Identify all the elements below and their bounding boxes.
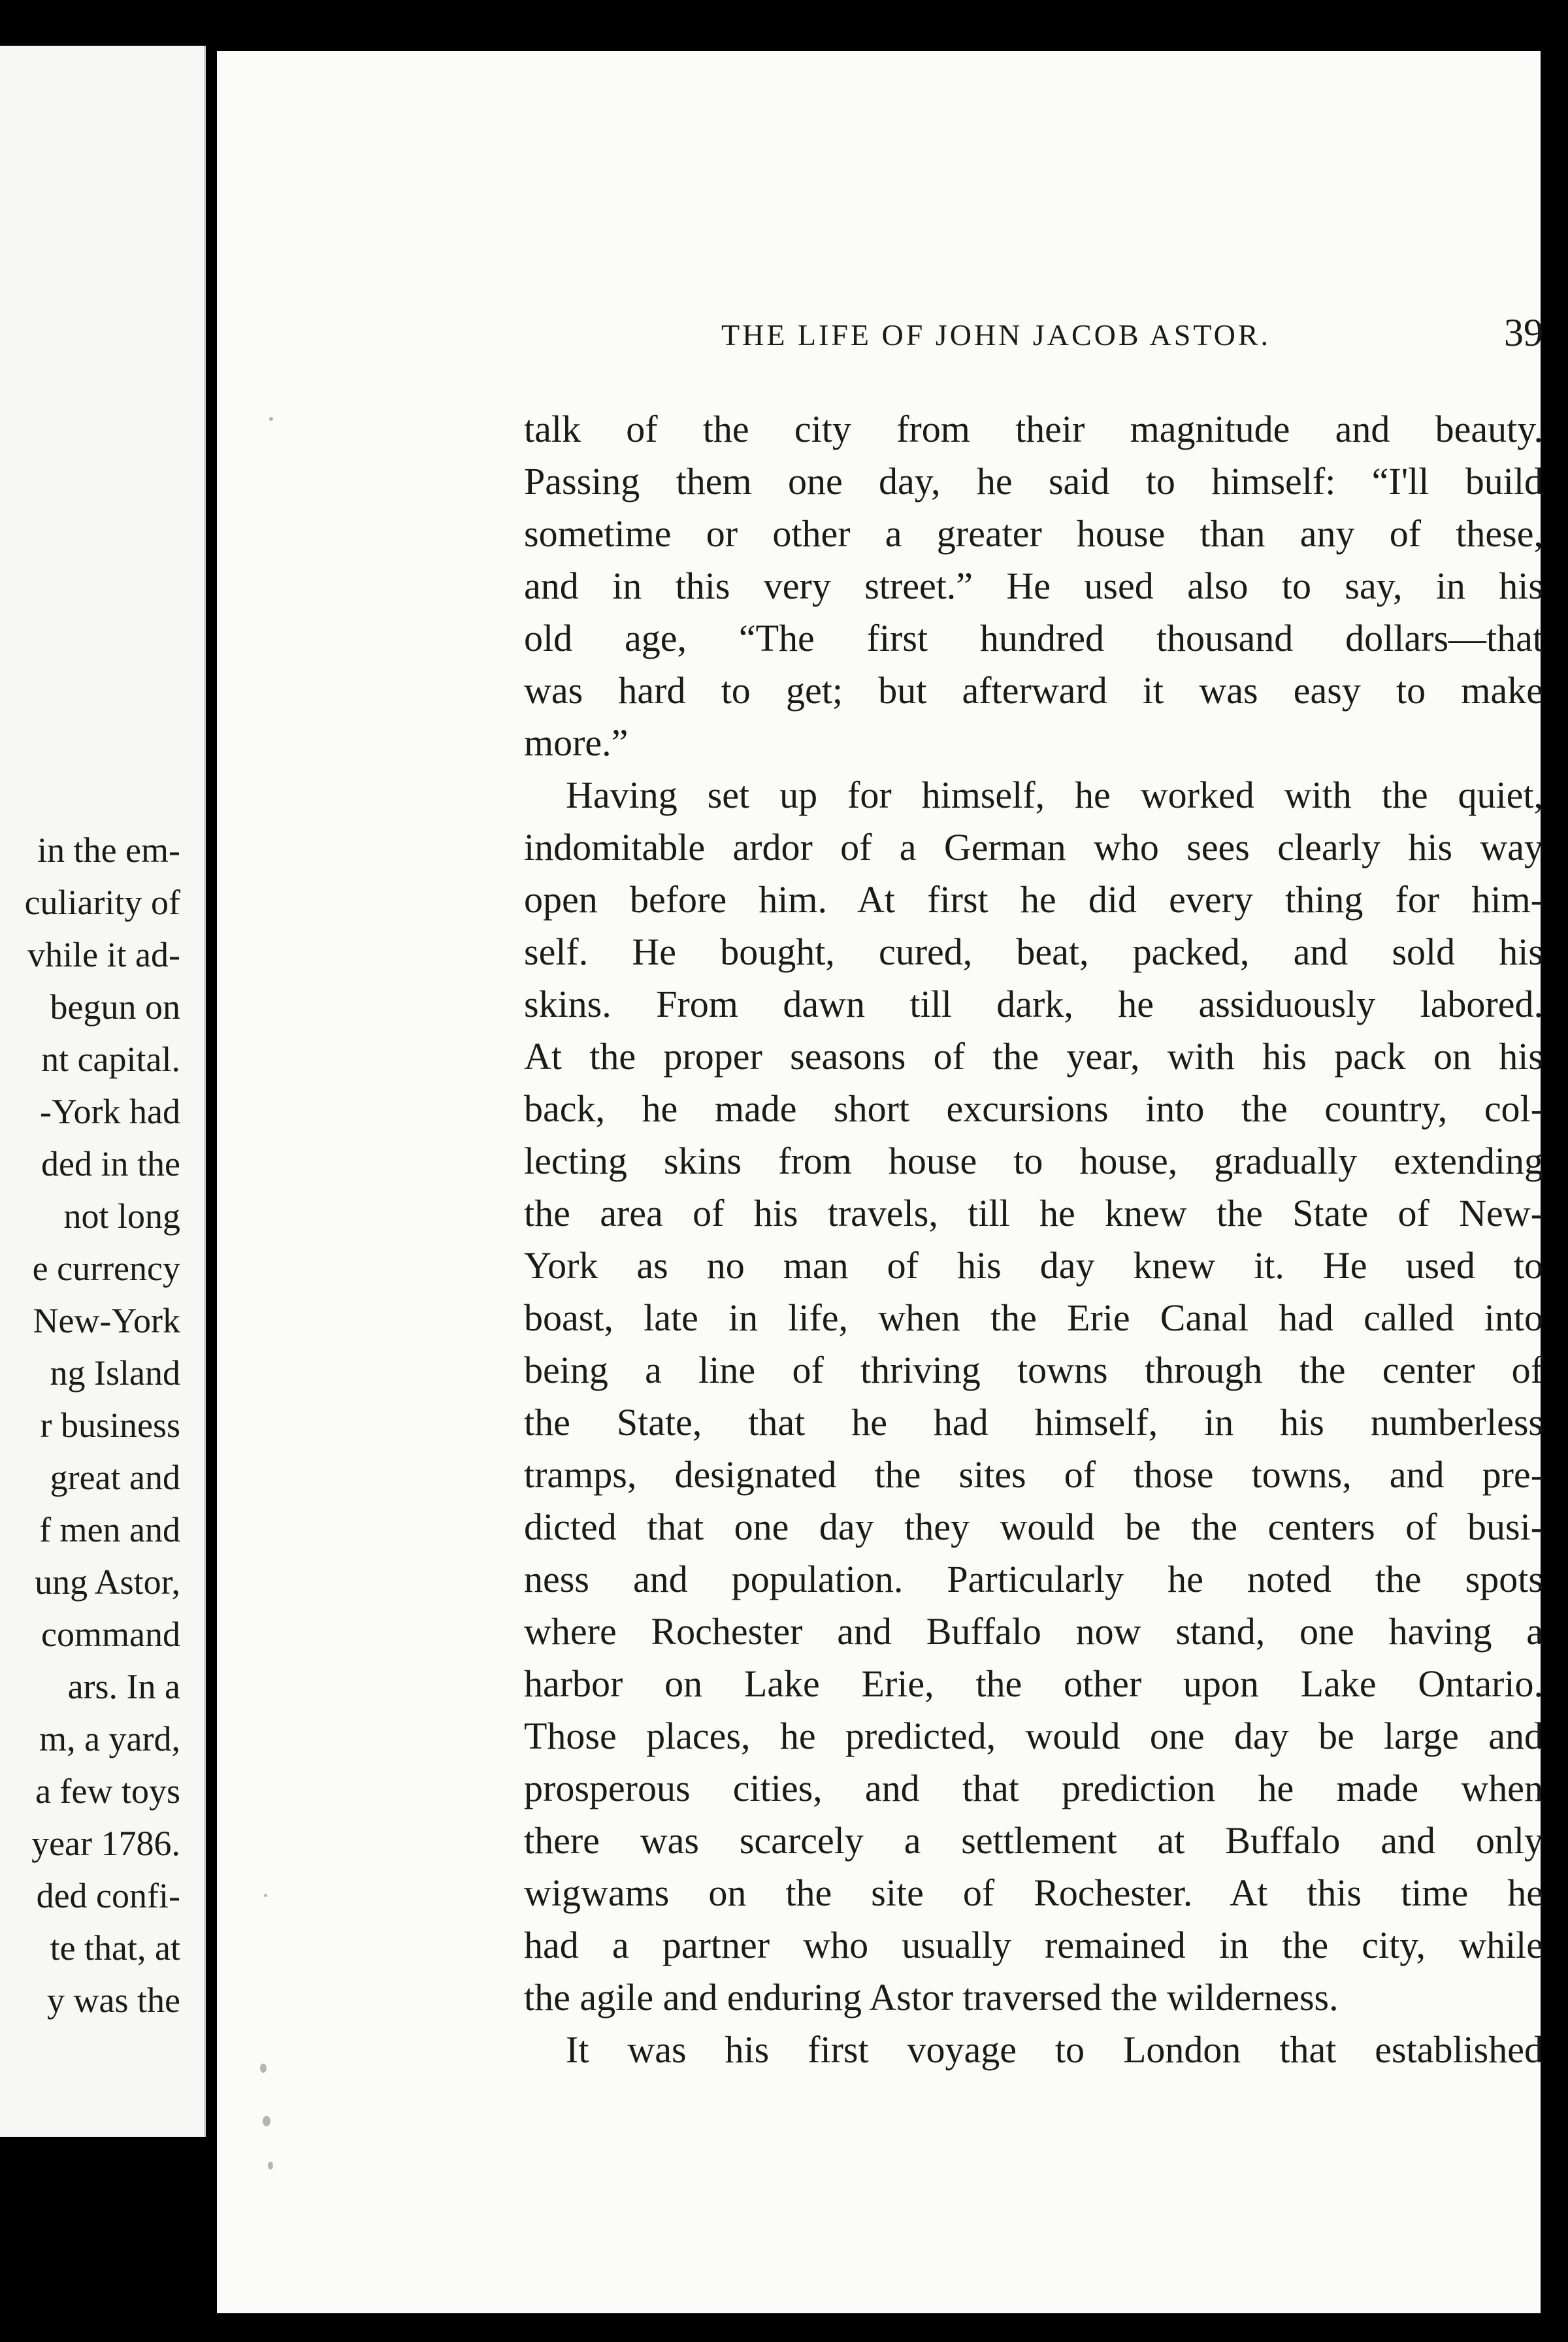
left-page-line: year 1786. [31, 1824, 180, 1863]
left-page-line: New-York [33, 1301, 180, 1340]
text-line: the area of his travels, till he knew the State of New- [524, 1192, 1543, 1234]
text-line: indomitable ardor of a German who sees clearly his way [524, 826, 1543, 868]
left-page-line: ung Astor, [35, 1562, 180, 1602]
text-line: It was his first voyage to London that established [566, 2028, 1543, 2071]
text-line: being a line of thriving towns through the center of [524, 1349, 1543, 1391]
text-line: At the proper seasons of the year, with his pack on his [524, 1035, 1543, 1078]
text-line: the State, that he had himself, in his numberless [524, 1401, 1543, 1443]
left-page-line: in the em- [37, 831, 180, 870]
text-line: more.” [524, 721, 629, 764]
text-line: open before him. At first he did every thing for him- [524, 878, 1543, 921]
left-page-line: f men and [39, 1510, 180, 1549]
text-line: old age, “The first hundred thousand dollars—that [524, 617, 1543, 659]
text-line: and in this very street.” He used also to say, in his [524, 565, 1543, 607]
left-page-line: ng Island [50, 1353, 180, 1393]
paper-speck [263, 2116, 270, 2126]
text-line: prosperous cities, and that prediction he made when [524, 1767, 1543, 1809]
text-line: skins. From dawn till dark, he assiduously labored. [524, 983, 1543, 1025]
text-line: back, he made short excursions into the country, col- [524, 1087, 1543, 1130]
text-line: York as no man of his day knew it. He used to [524, 1244, 1543, 1287]
paper-speck [264, 1894, 267, 1897]
text-line: Having set up for himself, he worked with the quiet, [566, 774, 1543, 816]
paper-speck [260, 2064, 267, 2073]
running-head: THE LIFE OF JOHN JACOB ASTOR. [721, 318, 1271, 352]
left-page-line: m, a yard, [39, 1719, 180, 1758]
text-line: ness and population. Particularly he noted the spots [524, 1558, 1543, 1600]
left-page-line: r business [40, 1406, 180, 1445]
left-page-line: culiarity of [24, 883, 180, 922]
left-page-line: not long [63, 1196, 180, 1236]
left-page-line: begun on [50, 987, 180, 1027]
text-line: tramps, designated the sites of those towns, and pre- [524, 1453, 1543, 1496]
text-line: there was scarcely a settlement at Buffalo and only [524, 1819, 1543, 1862]
left-page-line: ars. In a [67, 1667, 180, 1706]
text-line: the agile and enduring Astor traversed the wilderness. [524, 1976, 1339, 2019]
left-page-line: a few toys [35, 1772, 180, 1811]
text-line: wigwams on the site of Rochester. At this time he [524, 1872, 1543, 1914]
left-page [0, 46, 206, 2137]
paper-speck [268, 2162, 273, 2169]
text-line: self. He bought, cured, beat, packed, and sold his [524, 931, 1543, 973]
text-line: Those places, he predicted, would one day be large and [524, 1715, 1543, 1757]
text-line: Passing them one day, he said to himself: “I'll build [524, 460, 1543, 503]
text-line: talk of the city from their magnitude and beauty. [524, 408, 1543, 450]
text-line: dicted that one day they would be the centers of busi- [524, 1506, 1543, 1548]
text-line: harbor on Lake Erie, the other upon Lake Ontario. [524, 1662, 1543, 1705]
text-line: had a partner who usually remained in the city, while [524, 1924, 1543, 1966]
text-line: where Rochester and Buffalo now stand, one having a [524, 1610, 1543, 1653]
left-page-line: e currency [32, 1249, 180, 1288]
left-page-line: ded in the [41, 1144, 180, 1183]
right-page [217, 51, 1541, 2313]
left-page-line: great and [50, 1458, 180, 1497]
text-line: sometime or other a greater house than any of these, [524, 512, 1543, 555]
left-page-line: ded confi- [36, 1876, 180, 1915]
left-page-line: te that, at [50, 1928, 180, 1968]
left-page-line: vhile it ad- [27, 935, 180, 974]
left-page-line: y was the [47, 1981, 180, 2020]
text-line: boast, late in life, when the Erie Canal had called into [524, 1296, 1543, 1339]
text-line: was hard to get; but afterward it was easy to make [524, 669, 1543, 712]
left-page-line: -York had [39, 1092, 180, 1131]
left-page-line: command [41, 1615, 180, 1654]
page-number: 39 [1504, 311, 1543, 354]
text-line: lecting skins from house to house, gradually extending [524, 1140, 1543, 1182]
left-page-line: nt capital. [41, 1040, 180, 1079]
paper-speck [269, 417, 273, 421]
